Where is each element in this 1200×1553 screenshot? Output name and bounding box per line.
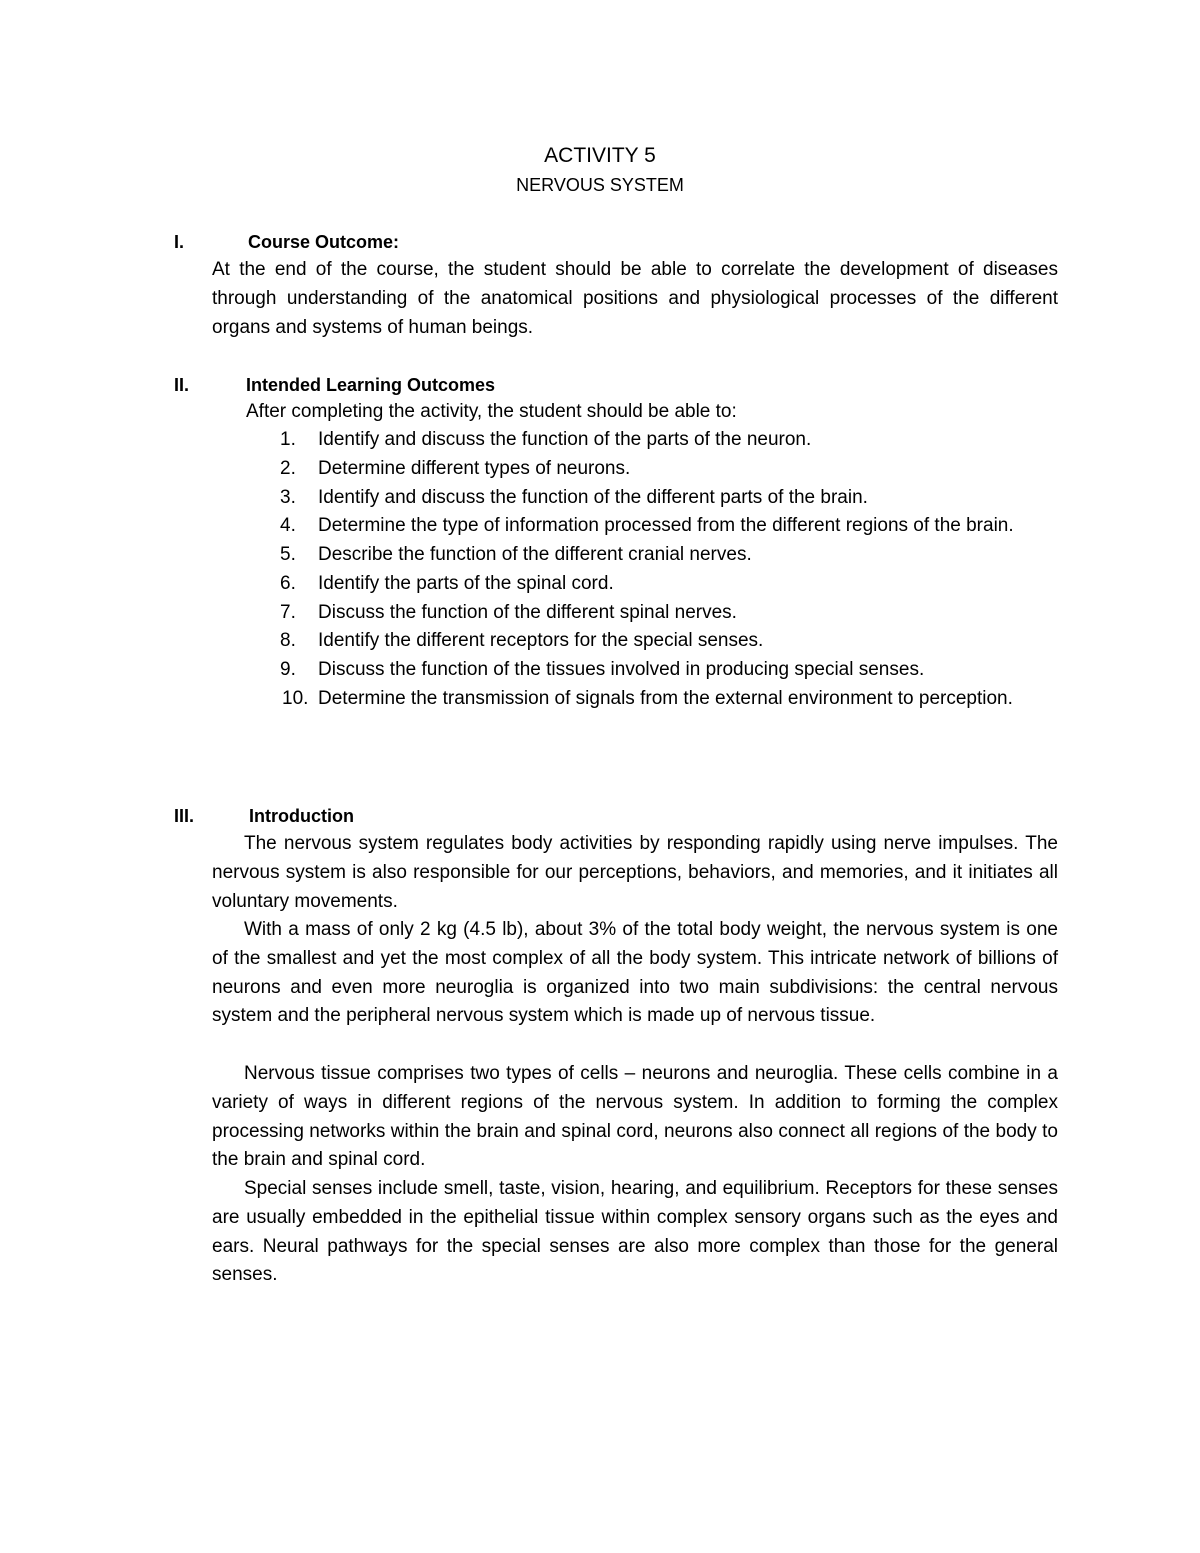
- learning-outcomes-intro: After completing the activity, the student should be able to:: [246, 401, 737, 422]
- list-item: [244, 426, 1058, 455]
- intro-paragraph-4: Special senses include smell, taste, vision, hearing, and equilibrium. Receptors for these senses are usually embedded in the epithelial tissue within complex sensory organs such as the eyes and ears. Neural pathways for the special senses are also more complex than those for the general senses.: [212, 1178, 1058, 1286]
- list-item-text: Determine different types of neurons.: [318, 457, 631, 479]
- list-item-number: 8.: [280, 630, 296, 652]
- list-item-text: Describe the function of the different cranial nerves.: [318, 544, 752, 565]
- list-item: [244, 541, 1058, 570]
- list-item-text: Identify and discuss the function of the parts of the neuron.: [318, 429, 812, 450]
- intro-paragraph-3: Nervous tissue comprises two types of cells – neurons and neuroglia. These cells combine in a variety of ways in different regions of the nervous system. In addition to forming the complex processing networks within the brain and spinal cord, neurons also connect all regions of the body to the brain and spinal cord.: [212, 1063, 1058, 1171]
- section-2-numeral: II.: [174, 375, 190, 395]
- intro-paragraph-2: With a mass of only 2 kg (4.5 lb), about 3% of the total body weight, the nervous system is one of the smallest and yet the most complex of all the body system. This intricate network of billions of neurons and even more neuroglia is organized into two main subdivisions: the central nervous system and the peripheral nervous system which is made up of nervous tissue.: [212, 919, 1058, 1027]
- list-item-number: 9.: [280, 659, 296, 680]
- list-item-text: Determine the type of information processed from the different regions of the brain.: [318, 515, 1014, 537]
- list-item: [244, 512, 1058, 541]
- list-item-text: Determine the transmission of signals from the external environment to perception.: [318, 687, 1013, 709]
- list-item-text: Identify the parts of the spinal cord.: [318, 572, 614, 594]
- section-3-heading: Introduction: [249, 806, 354, 826]
- section-2-heading: Intended Learning Outcomes: [246, 375, 496, 395]
- list-item-number: 10.: [282, 687, 309, 709]
- list-item: [244, 570, 1058, 599]
- list-item-number: 7.: [280, 601, 296, 623]
- section-1-numeral: I.: [174, 232, 185, 252]
- document-title: ACTIVITY 5: [544, 144, 656, 167]
- list-item-number: 4.: [280, 515, 296, 537]
- course-outcome-text: At the end of the course, the student should be able to correlate the development of diseases through understanding of the anatomical positions and physiological processes of the different organs and systems of human beings.: [212, 259, 1058, 338]
- list-item-text: Discuss the function of the tissues involved in producing special senses.: [318, 659, 925, 680]
- list-item: [244, 656, 1058, 685]
- list-item-number: 1.: [280, 429, 296, 450]
- document-subtitle: NERVOUS SYSTEM: [516, 175, 684, 195]
- list-item-number: 5.: [280, 544, 296, 565]
- list-item-text: Identify the different receptors for the special senses.: [318, 630, 764, 652]
- list-item-text: Identify and discuss the function of the different parts of the brain.: [318, 486, 868, 508]
- list-item-number: 6.: [280, 572, 296, 594]
- section-1-heading: Course Outcome:: [248, 232, 400, 252]
- list-item-text: Discuss the function of the different spinal nerves.: [318, 601, 737, 623]
- intro-paragraph-1: The nervous system regulates body activities by responding rapidly using nerve impulses. The nervous system is also responsible for our perceptions, behaviors, and memories, and it initiates all voluntary movements.: [212, 833, 1058, 912]
- list-item: [244, 685, 1058, 714]
- section-3-numeral: III.: [174, 806, 195, 826]
- list-item-number: 3.: [280, 486, 296, 508]
- list-item: [244, 484, 1058, 513]
- learning-outcomes-list: [244, 426, 1058, 714]
- list-item-number: 2.: [280, 457, 296, 479]
- list-item: [244, 455, 1058, 484]
- list-item: [244, 599, 1058, 628]
- list-item: [244, 627, 1058, 656]
